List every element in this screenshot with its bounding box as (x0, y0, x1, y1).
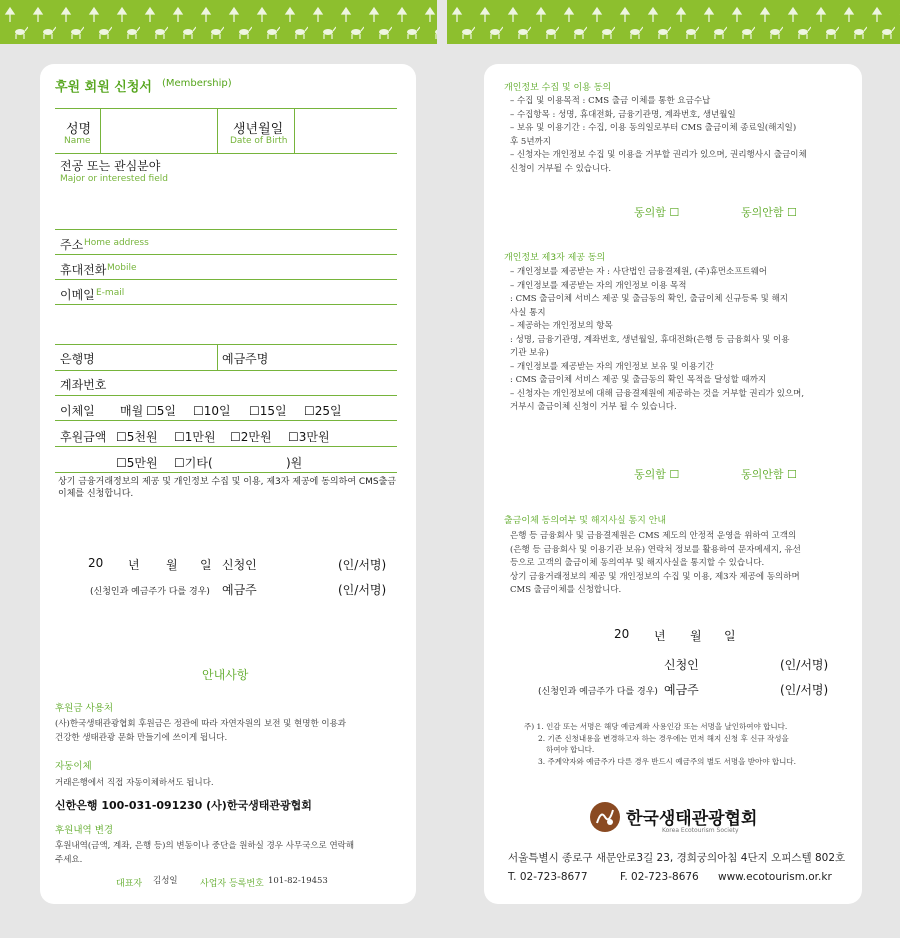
sign-year: 20 (88, 556, 104, 570)
biz-label: 사업자 등록번호 (200, 879, 264, 889)
amount-option-5k[interactable]: ☐5천원 (116, 430, 158, 444)
cms-notice-title: 출금이체 동의여부 및 해지사실 통지 안내 (504, 516, 667, 526)
use-title: 후원금 사용처 (55, 703, 114, 714)
transfer-option-10[interactable]: ☐10일 (193, 404, 231, 418)
sign-applicant-label: 신청인 (664, 658, 699, 672)
amount-option-10k[interactable]: ☐1만원 (174, 430, 216, 444)
change-text: 후원내역(금액, 계좌, 은행 등)의 변동이나 중단을 원하실 경우 사무국으로 연락해 주세요. (55, 841, 355, 865)
sign-year-unit: 년 (654, 629, 666, 643)
mobile-label-en: Mobile (107, 263, 137, 273)
decorative-banner-left (0, 0, 437, 44)
amount-option-20k[interactable]: ☐2만원 (230, 430, 272, 444)
sign-note: (신청인과 예금주가 다를 경우) (90, 587, 210, 597)
bank-label: 은행명 (60, 352, 95, 366)
email-label: 이메일 (60, 288, 95, 302)
mobile-field[interactable] (150, 256, 396, 278)
org-name-en: Korea Ecotourism Society (662, 827, 739, 834)
holder-label: 예금주명 (222, 352, 269, 366)
animal-silhouette-pattern-icon (447, 0, 900, 44)
major-label-en: Major or interested field (60, 174, 168, 184)
address-label-en: Home address (84, 238, 149, 248)
auto-text: 거래은행에서 직접 자동이체하셔도 됩니다. (55, 778, 214, 788)
form-title: 후원 회원 신청서 (55, 80, 152, 95)
decorative-banner-right (447, 0, 900, 44)
transfer-option-5[interactable]: ☐5일 (146, 404, 176, 418)
third-party-disagree-checkbox[interactable]: 동의안함 ☐ (741, 468, 797, 481)
sign-holder-label: 예금주 (222, 583, 257, 597)
transfer-option-25[interactable]: ☐25일 (304, 404, 342, 418)
transfer-month-label: 매월 (120, 404, 144, 418)
dob-field[interactable] (296, 110, 396, 152)
org-website-link[interactable]: www.ecotourism.or.kr (718, 871, 832, 883)
auto-title: 자동이체 (55, 761, 92, 772)
amount-other-field[interactable] (212, 452, 284, 470)
sign-year: 20 (614, 627, 630, 641)
org-logo-icon (588, 800, 622, 834)
sign-month-unit: 월 (690, 629, 702, 643)
amount-option-50k[interactable]: ☐5만원 (116, 456, 158, 470)
sign-applicant-label: 신청인 (222, 558, 257, 572)
major-field[interactable] (55, 188, 397, 228)
sign-holder-label: 예금주 (664, 683, 699, 697)
amount-label: 후원금액 (60, 430, 107, 444)
amount-option-other[interactable]: ☐기타( (174, 456, 213, 470)
amount-other-unit: )원 (286, 456, 303, 470)
transfer-option-15[interactable]: ☐15일 (249, 404, 287, 418)
sign-seal-applicant[interactable]: (인/서명) (780, 658, 829, 672)
animal-silhouette-pattern-icon (0, 0, 437, 44)
org-fax: F. 02-723-8676 (620, 871, 699, 883)
sign-month-unit: 월 (166, 558, 178, 572)
guide-title: 안내사항 (202, 668, 249, 682)
org-tel: T. 02-723-8677 (508, 871, 588, 883)
major-label: 전공 또는 관심분야 (60, 159, 161, 173)
change-title: 후원내역 변경 (55, 825, 114, 836)
rep-name: 김성일 (153, 876, 178, 886)
email-label-en: E-mail (96, 288, 125, 298)
org-address: 서울특별시 종로구 새문안로3길 23, 경희궁의아침 4단지 오피스텔 802호 (508, 852, 846, 864)
biz-number: 101-82-19453 (268, 876, 328, 886)
collect-disagree-checkbox[interactable]: 동의안함 ☐ (741, 206, 797, 219)
address-label: 주소 (60, 238, 84, 252)
privacy-collect-text: – 수집 및 이용목적 : CMS 출금 이체를 통한 요금수납 – 수집항목 : 성명, 휴대전화, 금융기관명, 계좌번호, 생년월일 – 보유 및 이용기간 : 수집, 이용 동의일로부터 CMS 출금이체 종료일(해지일) 후 5년까지 – 신청자는 개인정보 수집 및 이용을 거부할 권리가 있으며, 권리행사시 출금이체 신청이 거부될 수 있습니다. (510, 96, 807, 174)
consent-note: 상기 금융거래정보의 제공 및 개인정보 수집 및 이용, 제3자 제공에 동의하여 CMS출금 이체를 신청합니다. (58, 477, 397, 499)
name-label: 성명 (66, 122, 92, 137)
email-field[interactable] (150, 281, 396, 303)
sign-seal-applicant[interactable]: (인/서명) (338, 558, 387, 572)
amount-option-30k[interactable]: ☐3만원 (288, 430, 330, 444)
sign-day-unit: 일 (200, 558, 212, 572)
use-text: (사)한국생태관광협회 후원금은 정관에 따라 자연자원의 보전 및 현명한 이용과 건강한 생태관광 문화 만들기에 쓰이게 됩니다. (55, 719, 347, 743)
bank-account-text: 신한은행 100-031-091230 (사)한국생태관광협회 (55, 799, 312, 812)
third-party-text: – 개인정보를 제공받는 자 : 사단법인 금융결제원, (주)휴먼소프트웨어 – 개인정보를 제공받는 자의 개인정보 이용 목적 : CMS 출금이체 서비스 제공 및 출금동의 확인, 출금이체 신규등록 및 해지 사실 통지 – 제공하는 개인정보의 항목 : 성명, 금융기관명, 계좌번호, 생년월일, 휴대전화(은행 등 금융회사 및 이용 기관 보유) – 개인정보를 제공받는 자의 개인정보 보유 및 이용기간 : CMS 출금이체 서비스 제공 및 출금동의 확인 목적을 달성할 때까지 – 신청자는 개인정보에 대해 금융결제원에 제공하는 것을 거부할 권리가 있으며, 거부시 출금이체 신청이 거부 될 수 있습니다. (510, 267, 805, 412)
rep-label: 대표자 (116, 879, 143, 889)
sign-year-unit: 년 (128, 558, 140, 572)
collect-agree-checkbox[interactable]: 동의함 ☐ (634, 206, 680, 219)
account-label: 계좌번호 (60, 378, 107, 392)
membership-form-panel (40, 64, 416, 904)
dob-label-en: Date of Birth (230, 136, 288, 146)
third-party-title: 개인정보 제3자 제공 동의 (504, 253, 606, 263)
third-party-agree-checkbox[interactable]: 동의함 ☐ (634, 468, 680, 481)
form-title-en: (Membership) (162, 78, 232, 89)
address-field[interactable] (170, 231, 396, 253)
name-label-en: Name (64, 136, 91, 146)
bank-field[interactable] (110, 346, 215, 368)
privacy-collect-title: 개인정보 수집 및 이용 동의 (504, 83, 612, 93)
dob-label: 생년월일 (233, 122, 284, 137)
holder-field[interactable] (272, 346, 396, 368)
transfer-label: 이체일 (60, 404, 95, 418)
sign-day-unit: 일 (724, 629, 736, 643)
consent-panel (484, 64, 862, 904)
footnotes: 주) 1. 인감 또는 서명은 해당 예금계좌 사용인감 또는 서명을 날인하여야 합니다. 2. 기존 신청내용을 변경하고자 하는 경우에는 먼저 해지 신청 후 신규 작성을 하여야 합니다. 3. 주계약자와 예금주가 다른 경우 반드시 예금주의 별도 서명을 받아야 합니다. (524, 722, 796, 766)
sign-seal-holder[interactable]: (인/서명) (338, 583, 387, 597)
org-name: 한국생태관광협회 (626, 809, 758, 829)
sign-note: (신청인과 예금주가 다를 경우) (538, 687, 658, 697)
name-field[interactable] (102, 110, 216, 152)
mobile-label: 휴대전화 (60, 263, 107, 277)
sign-seal-holder[interactable]: (인/서명) (780, 683, 829, 697)
account-field[interactable] (120, 372, 396, 394)
cms-notice-text: 은행 등 금융회사 및 금융결제원은 CMS 제도의 안정적 운영을 위하여 고객의 (은행 등 금융회사 및 이용기관 보유) 연락처 정보를 활용하여 문자메세지, 유선 등으로 고객의 출금이체 동의여부 및 해지사실을 통지할 수 있습니다. 상기 금융거래정보의 제공 및 개인정보의 수집 및 이용, 제3자 제공에 동의하며 CMS 출금이체를 신청합니다. (510, 531, 801, 595)
